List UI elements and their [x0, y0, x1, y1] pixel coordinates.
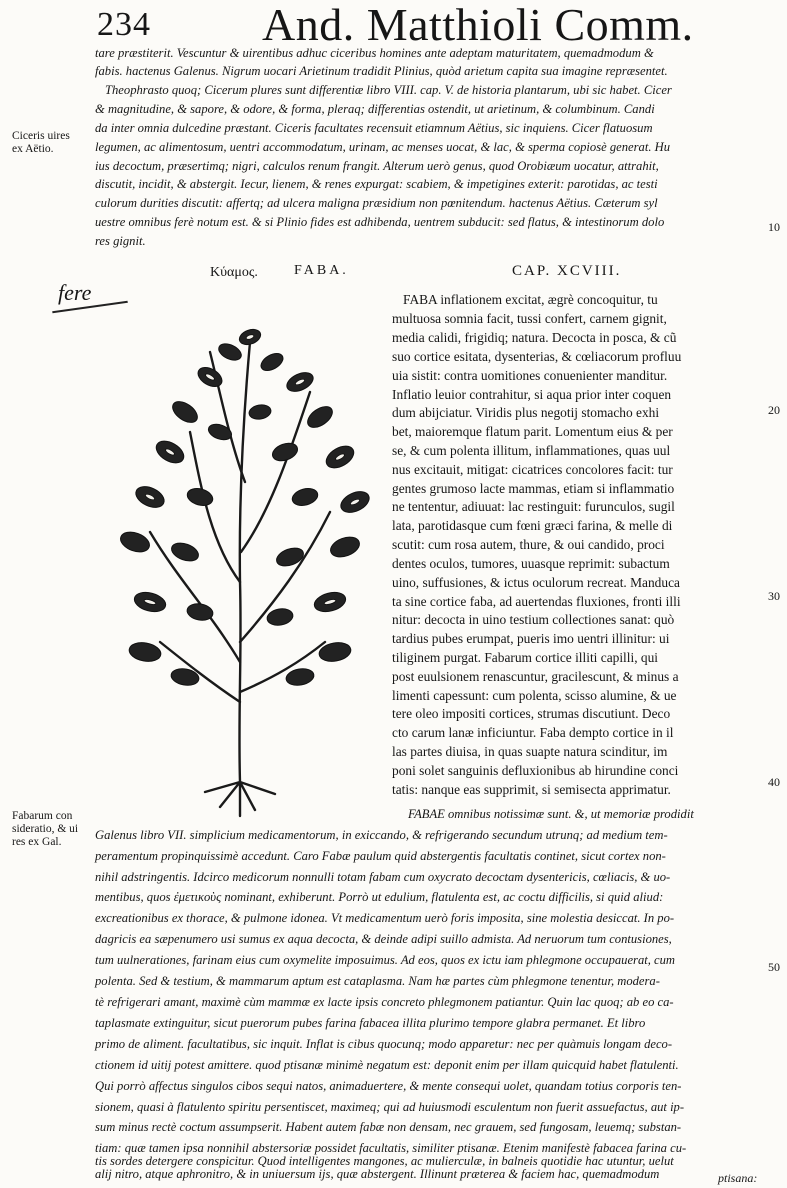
text-line: media calidi, frigidiq; natura. Decocta in posca, & cũ [392, 330, 677, 345]
text-line: poni solet sanguinis defluxionibus ab hirundine conci [392, 763, 679, 778]
line-number-30: 30 [768, 589, 780, 603]
page-number: 234 [97, 6, 151, 43]
margin-note-line: res ex Gal. [12, 836, 62, 848]
margin-note-line: ex Aëtio. [12, 143, 54, 155]
handwritten-note: fere [58, 280, 92, 305]
text-line: suo cortice esitata, dysenterias, & cœliacorum profluu [392, 349, 682, 364]
text-line: tatis: nanque eas supprimit, si semisecta apprimatur. [392, 782, 671, 797]
text-line: scutit: cum rosa autem, thure, & oui candido, proci [392, 537, 665, 552]
text-line: tare præstiterit. Vescuntur & uirentibus adhuc ciceribus homines ante adeptam maturitatem, quemadmodum & [95, 46, 654, 60]
text-line: lata, parotidasque cum fœni græci farina, & melle di [392, 518, 673, 533]
text-line: tere oleo impositi cortices, strumas discutiunt. Deco [392, 706, 671, 721]
text-line: nihil adstringentis. Idcirco medicorum nonnulli totam fabam cum oxycrato decoctam dysentericis, cœliacis, & uo- [95, 870, 671, 884]
line-number-50: 50 [768, 960, 780, 974]
text-line: ne tententur, adiuuat: lac restinguit: furunculos, sugil [392, 499, 675, 514]
text-line: nus excitauit, mitigat: cicatrices concolores facit: tur [392, 462, 673, 477]
text-line: sum minus rectè coctum assumpserit. Habent autem fabæ non densam, nec grauem, sed fungosam, leuemq; substan- [95, 1120, 682, 1134]
text-line: Galenus libro VII. simplicium medicamentorum, in exiccando, & refrigerando secundum utrunq; ad medium tem- [95, 828, 668, 842]
text-line: se, & cum polenta illitum, inflammationes, quas uul [392, 443, 671, 458]
text-line: Qui porrò affectus singulos cibos sequi natos, animaduertere, & mente consequi uolet, quandam totius corporis ten- [95, 1079, 682, 1093]
text-line: tum uulnerationes, farinam eius cum oxymelite imposuimus. Ad eos, quos ex ictu iam phlegmone occupauerat, cum [95, 953, 676, 967]
margin-note-ciceris [12, 130, 70, 156]
text-line: tis sordes detergere conspicitur. Quod intelligentes mangones, ac mulierculæ, in balneis quotidie hac utuntur, uelut [95, 1154, 674, 1168]
text-line: bet, maioremque flatum parit. Lomentum eius & per [392, 424, 673, 439]
running-title: And. Matthioli Comm. [262, 0, 694, 50]
text-line: uino, suffusiones, & ictus oculorum recreat. Manduca [392, 575, 680, 590]
text-line: discutit, incidit, & abstergit. Iecur, lienem, & renes expurgat: scabiem, & impetigines exterit: parotidas, ac testi [95, 177, 658, 191]
text-line: ctionem id uitij potest amittere. quod ptisanæ minimè negatum est: deponit enim per illam quicquid habet flatulenti. [95, 1058, 679, 1072]
line-number-10: 10 [768, 220, 780, 234]
text-line: Inflatio leuior contrahitur, si aqua prior inter coquen [392, 387, 672, 402]
text-line: polenta. Sed & testium, & mammarum aptum est cataplasma. Nam hæ partes cùm phlegmone tenentur, modera- [95, 974, 660, 988]
text-line: FABA inflationem excitat, ægrè concoquitur, tu [403, 292, 658, 307]
text-line: culorum durities discutit: affertq; ad ulcera maligna præsidium non pœnitendum. hactenus Aëtius. Cæterum syl [95, 196, 658, 210]
latin-heading: FABA. [294, 263, 349, 278]
line-number-40: 40 [768, 775, 780, 789]
margin-note-line: Ciceris uires [12, 130, 70, 142]
margin-note-line: sideratio, & ui [12, 823, 79, 835]
text-line: limenti capessunt: cum polenta, scisso alumine, & ue [392, 688, 677, 703]
text-line: tardius pubes erumpat, pueris imo uentri illinitur: ui [392, 631, 670, 646]
text-line: dagricis ea sæpenumero usi sumus ex aqua decocta, & deinde adipi suillo admista. Ad neruorum tum contusiones, [95, 932, 672, 946]
text-line: sionem, quasi à flatulento spiritu persentiscet, maximeq; qui ad huiusmodi esculentum non fuerit assuefactus, aut ip- [95, 1100, 685, 1114]
text-line: cto carum lanæ inficiuntur. Faba dempto cortice in il [392, 725, 674, 740]
text-line: & magnitudine, & sapore, & odore, & forma, pleraq; differentias ostendit, ut arietinum, & columbinum. Candi [95, 102, 655, 116]
text-line: tiliginem purgat. Fabarum cortice illiti capilli, qui [392, 650, 659, 665]
text-line: alij nitro, atque aphronitro, & in uniuersum ijs, quæ abstergent. Illinunt præterea & faciem hac, quemadmodum [95, 1167, 660, 1181]
text-line: da inter omnia dulcedine præstant. Ciceris facultates recensuit etiamnum Aëtius, sic inquiens. Cicer flatuosum [95, 121, 653, 135]
text-line: peramentum propinquissimè accedunt. Caro Fabæ paulum quid abstergentis facultatis continet, sicut cortex non- [95, 849, 666, 863]
text-line: post euulsionem renascuntur, gracilescunt, & minus a [392, 669, 679, 684]
text-line: legumen, ac alimentosum, uentri accommodatum, urinam, ac menses uocat, & lac, & sperma copiosè generat. Hu [95, 140, 671, 154]
faba-plant-woodcut [90, 282, 390, 822]
greek-heading: Κύαμος. [210, 265, 258, 280]
margin-note-line: Fabarum con [12, 810, 73, 822]
text-line: uestre omnibus ferè notum est. & si Plinio fides est adhibenda, uentrem subducit: sed flatus, & intestinorum dolo [95, 215, 665, 229]
text-line: ta sine cortice faba, ad auertendas fluxiones, fronti illi [392, 594, 681, 609]
text-line: res gignit. [95, 234, 146, 248]
text-line: multuosa somnia facit, tussi confert, carnem gignit, [392, 311, 667, 326]
text-line: fabis. hactenus Galenus. Nigrum uocari Arietinum tradidit Plinius, quòd arietum capita sua imagine repræsentet. [95, 64, 668, 78]
text-line: dum abijciatur. Viridis plus negotij stomacho exhi [392, 405, 660, 420]
chapter-heading: CAP. XCVIII. [512, 263, 622, 279]
text-line: taplasmate extinguitur, sicut puerorum pubes farina fabacea illita plurimo tempore glabra permanet. Et libro [95, 1016, 646, 1030]
text-line: primo de aliment. facultatibus, sic inquit. Inflat is cibus quocunq; modo apparetur: nec per quàmuis longam deco- [95, 1037, 673, 1051]
text-line: excreationibus ex thorace, & pulmone idonea. Vt medicamentum uerò foris imposita, sine molestia desiccat. In po- [95, 911, 675, 925]
text-line: ius decoctum, præsertimq; nigri, calculos renum frangit. Alterum uerò genus, quod Orobiæum uocatur, attrahit, [95, 159, 659, 173]
text-line: tiam: quæ tamen ipsa nonnihil abstersoriæ possidet facultatis, similiter ptisanæ. Etenim manifestè fabacea farina cu- [95, 1141, 687, 1155]
margin-note-fabarum [12, 810, 78, 849]
text-line: gentes grumoso lacte mammas, etiam si inflammatio [392, 481, 675, 496]
text-line: las partes diuisa, in quas suapte natura scinditur, im [392, 744, 668, 759]
text-line: tè refrigerari amant, maximè cùm mammæ ex lacte ipsis concreto phlegmonem patiantur. Quin lac quoq; ab eo ca- [95, 995, 674, 1009]
text-line: uia sistit: contra uomitiones conuenienter manditur. [392, 368, 668, 383]
text-line: mentibus, quos ἐμετικοὺς nominant, exhiberunt. Porrò ut edulium, flatulenta est, ac coctu difficilis, si quid aliud: [95, 890, 664, 904]
catchword: ptisana: [718, 1171, 758, 1185]
text-line: Theophrasto quoq; Cicerum plures sunt differentiæ libro VIII. cap. V. de historia plantarum, ubi sic habet. Cicer [105, 83, 672, 97]
line-number-20: 20 [768, 403, 780, 417]
text-line: FABAE omnibus notissimæ sunt. &, ut memoriæ prodidit [408, 807, 694, 821]
text-line: nitur: decocta in uino testium collectiones sanat: quò [392, 612, 675, 627]
text-line: dentes oculos, tumores, uuasque reprimit: subactum [392, 556, 670, 571]
